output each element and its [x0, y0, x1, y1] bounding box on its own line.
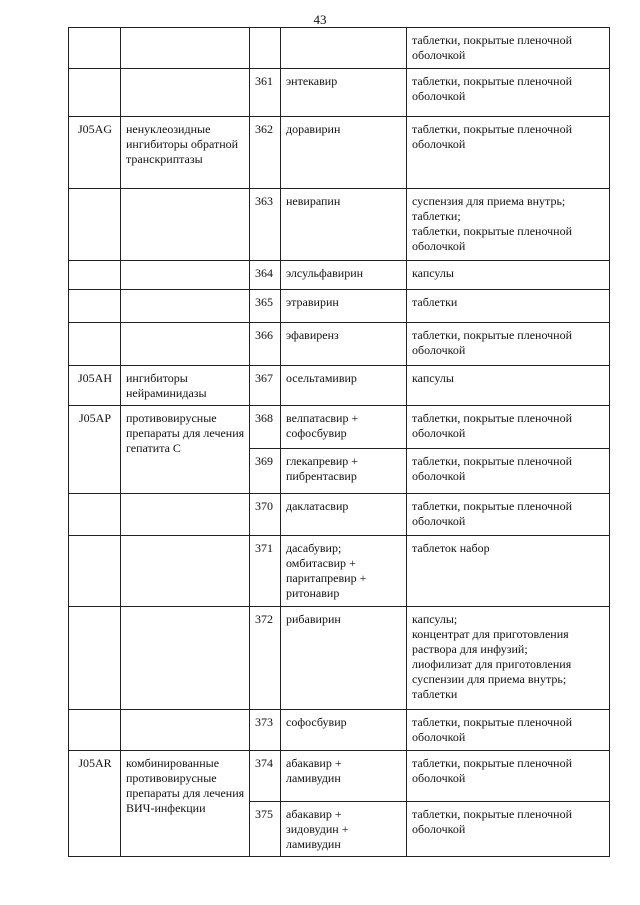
group-name-cell: [121, 290, 250, 323]
dosage-form-cell: суспензия для приема внутрь; таблетки; таблетки, покрытые пленочной оболочкой: [407, 189, 610, 261]
group-name-cell: противовирусные препараты для лечения гепатита C: [121, 406, 250, 494]
item-number-cell: 367: [250, 366, 281, 406]
dosage-form-cell: таблетки, покрытые пленочной оболочкой: [407, 710, 610, 751]
group-name-cell: [121, 607, 250, 710]
table-row: [69, 69, 610, 117]
atc-code-cell: [69, 28, 121, 69]
drug-name-cell: элсульфавирин: [281, 261, 407, 290]
dosage-form-cell: таблетки, покрытые пленочной оболочкой: [407, 802, 610, 857]
table-row: [69, 290, 610, 323]
item-number-cell: 373: [250, 710, 281, 751]
drug-name-cell: софосбувир: [281, 710, 407, 751]
atc-code-cell: J05AP: [69, 406, 121, 494]
dosage-form-cell: капсулы; концентрат для приготовления раствора для инфузий; лиофилизат для приготовления суспензии для приема внутрь; таблетки: [407, 607, 610, 710]
item-number-cell: 362: [250, 117, 281, 189]
atc-code-cell: [69, 323, 121, 366]
dosage-form-cell: капсулы: [407, 261, 610, 290]
group-name-cell: [121, 323, 250, 366]
group-name-cell: [121, 710, 250, 751]
drug-name-cell: [281, 28, 407, 69]
dosage-form-cell: таблетки, покрытые пленочной оболочкой: [407, 494, 610, 536]
table-row: [69, 751, 610, 802]
item-number-cell: 361: [250, 69, 281, 117]
atc-code-cell: [69, 189, 121, 261]
atc-code-cell: [69, 536, 121, 607]
drug-name-cell: глекапревир + пибрентасвир: [281, 449, 407, 494]
table-row: [69, 607, 610, 710]
dosage-form-cell: таблетки, покрытые пленочной оболочкой: [407, 449, 610, 494]
dosage-form-cell: таблетки, покрытые пленочной оболочкой: [407, 69, 610, 117]
table-row: [69, 366, 610, 406]
item-number-cell: 375: [250, 802, 281, 857]
page-number: 43: [313, 12, 327, 27]
group-name-cell: ингибиторы нейраминидазы: [121, 366, 250, 406]
item-number-cell: 374: [250, 751, 281, 802]
item-number-cell: 363: [250, 189, 281, 261]
item-number-cell: 366: [250, 323, 281, 366]
table-row: [69, 710, 610, 751]
dosage-form-cell: таблетки, покрытые пленочной оболочкой: [407, 751, 610, 802]
atc-code-cell: [69, 607, 121, 710]
drug-table: [68, 27, 610, 857]
atc-code-cell: J05AG: [69, 117, 121, 189]
drug-name-cell: дасабувир; омбитасвир + паритапревир + ритонавир: [281, 536, 407, 607]
drug-name-cell: осельтамивир: [281, 366, 407, 406]
atc-code-cell: [69, 710, 121, 751]
group-name-cell: комбинированные противовирусные препараты для лечения ВИЧ-инфекции: [121, 751, 250, 857]
drug-name-cell: велпатасвир + софосбувир: [281, 406, 407, 449]
item-number-cell: 368: [250, 406, 281, 449]
dosage-form-cell: таблетки, покрытые пленочной оболочкой: [407, 117, 610, 189]
atc-code-cell: [69, 261, 121, 290]
table-row: [69, 117, 610, 189]
drug-name-cell: эфавиренз: [281, 323, 407, 366]
item-number-cell: 364: [250, 261, 281, 290]
drug-name-cell: этравирин: [281, 290, 407, 323]
table-row: [69, 28, 610, 69]
drug-name-cell: абакавир + зидовудин + ламивудин: [281, 802, 407, 857]
item-number-cell: 369: [250, 449, 281, 494]
drug-name-cell: доравирин: [281, 117, 407, 189]
group-name-cell: [121, 189, 250, 261]
dosage-form-cell: таблеток набор: [407, 536, 610, 607]
group-name-cell: [121, 494, 250, 536]
group-name-cell: [121, 28, 250, 69]
table-row: [69, 261, 610, 290]
table-row: [69, 406, 610, 449]
dosage-form-cell: капсулы: [407, 366, 610, 406]
atc-code-cell: [69, 494, 121, 536]
dosage-form-cell: таблетки, покрытые пленочной оболочкой: [407, 28, 610, 69]
drug-name-cell: даклатасвир: [281, 494, 407, 536]
group-name-cell: [121, 536, 250, 607]
atc-code-cell: J05AR: [69, 751, 121, 857]
drug-name-cell: абакавир + ламивудин: [281, 751, 407, 802]
drug-name-cell: энтекавир: [281, 69, 407, 117]
group-name-cell: [121, 261, 250, 290]
item-number-cell: 370: [250, 494, 281, 536]
group-name-cell: ненуклеозидные ингибиторы обратной транскриптазы: [121, 117, 250, 189]
dosage-form-cell: таблетки: [407, 290, 610, 323]
table-row: [69, 189, 610, 261]
atc-code-cell: [69, 290, 121, 323]
item-number-cell: 371: [250, 536, 281, 607]
atc-code-cell: J05AH: [69, 366, 121, 406]
drug-name-cell: невирапин: [281, 189, 407, 261]
item-number-cell: [250, 28, 281, 69]
table-row: [69, 323, 610, 366]
group-name-cell: [121, 69, 250, 117]
table-row: [69, 536, 610, 607]
atc-code-cell: [69, 69, 121, 117]
drug-name-cell: рибавирин: [281, 607, 407, 710]
dosage-form-cell: таблетки, покрытые пленочной оболочкой: [407, 406, 610, 449]
dosage-form-cell: таблетки, покрытые пленочной оболочкой: [407, 323, 610, 366]
table-row: [69, 494, 610, 536]
item-number-cell: 365: [250, 290, 281, 323]
item-number-cell: 372: [250, 607, 281, 710]
